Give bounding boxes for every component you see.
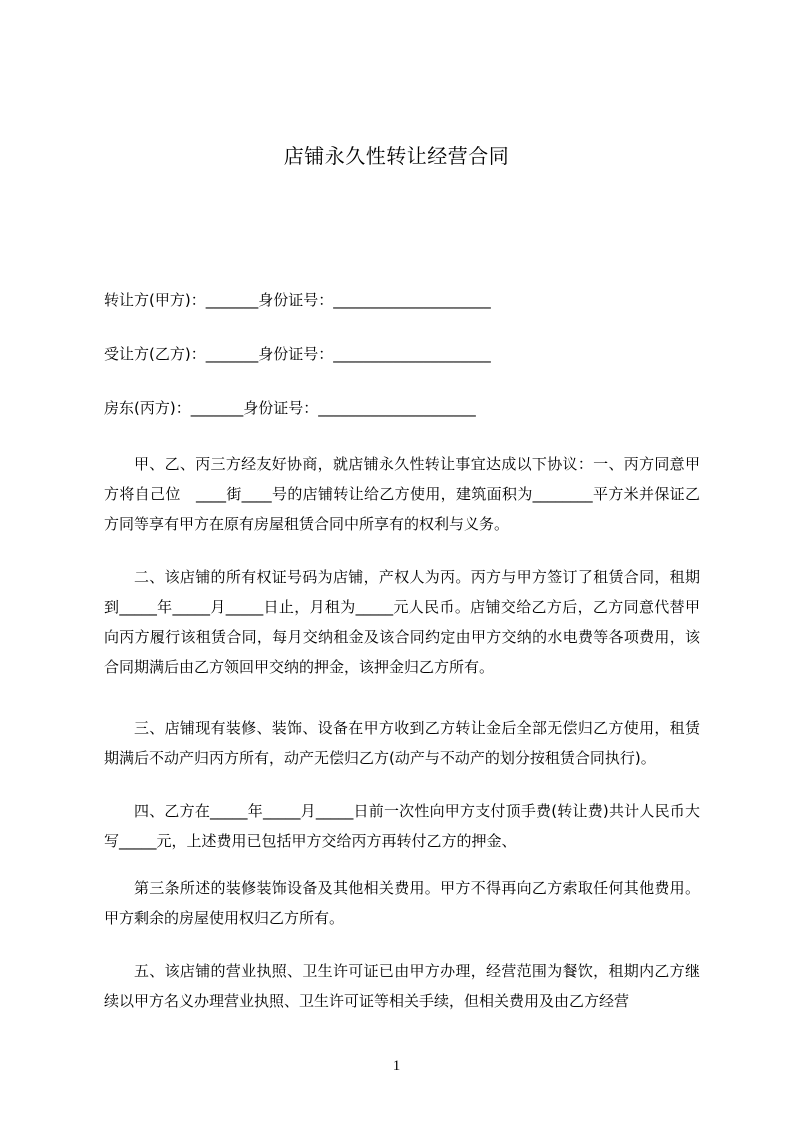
page-number: 1 <box>392 1058 401 1074</box>
clause-paragraph: 三、店铺现有装修、装饰、设备在甲方收到乙方转让金后全部无偿归乙方使用，租赁期满后不动产归丙方所有，动产无偿归乙方(动产与不动产的划分按租赁合同执行)。 <box>104 719 700 767</box>
party-landlord-line: 房东(丙方)：_______身份证号：_____________________ <box>104 399 476 417</box>
document-title: 店铺永久性转让经营合同 <box>283 144 510 168</box>
clause-paragraph: 二、该店铺的所有权证号码为店铺，产权人为丙。丙方与甲方签订了租赁合同，租期到_____年_____月_____日止，月租为_____元人民币。店铺交给乙方后，乙方同意代替甲向丙方履行该租赁合同，每月交纳租金及该合同约定由甲方交纳的水电费等各项费用，该合同期满后由乙方领回甲交纳的押金，该押金归乙方所有。 <box>104 568 700 676</box>
party-transferor-line: 转让方(甲方)：_______身份证号：_____________________ <box>104 291 491 309</box>
party-transferee-line: 受让方(乙方)：_______身份证号：_____________________ <box>104 345 491 363</box>
clause-paragraph: 四、乙方在_____年_____月_____日前一次性向甲方支付顶手费(转让费)共计人民币大写_____元，上述费用已包括甲方交给丙方再转付乙方的押金、 <box>104 802 700 850</box>
clause-paragraph: 五、该店铺的营业执照、卫生许可证已由甲方办理，经营范围为餐饮，租期内乙方继续以甲方名义办理营业执照、卫生许可证等相关手续，但相关费用及由乙方经营 <box>104 962 700 1010</box>
clause-paragraph: 第三条所述的装修装饰设备及其他相关费用。甲方不得再向乙方索取任何其他费用。甲方剩余的房屋使用权归乙方所有。 <box>104 879 700 927</box>
clause-paragraph: 甲、乙、丙三方经友好协商，就店铺永久性转让事宜达成以下协议：一、丙方同意甲方将自己位 ____街____号的店铺转让给乙方使用，建筑面积为________平方米并保证乙方同等享有甲方在原有房屋租赁合同中所享有的权利与义务。 <box>104 455 700 533</box>
